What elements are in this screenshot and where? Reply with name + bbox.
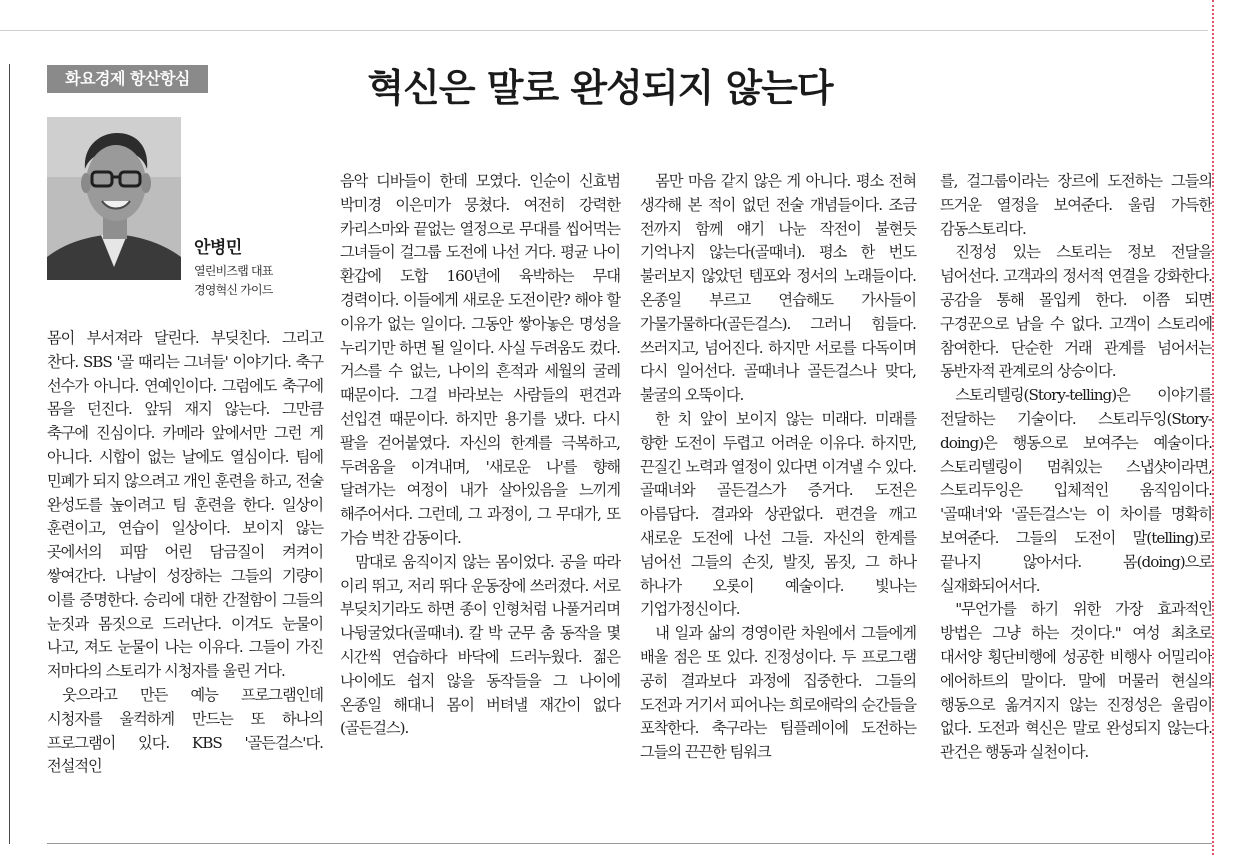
paragraph: 한 치 앞이 보이지 않는 미래다. 미래를 향한 도전이 두렵고 어려운 이유다. 하지만, 끈질긴 노력과 열정이 있다면 이겨낼 수 있다. 골때녀와 골든걸스가 증거다. 도전은 아름답다. 결과와 상관없다. 편견을 깨고 새로운 도전에 나선 그들. 자신의 한계를 넘어선 그들의 손짓, 발짓, 몸짓, 그 하나 하나가 오롯이 예술이다. 빛나는 기업가정신이다. <box>640 409 916 619</box>
bottom-rule <box>47 843 1212 844</box>
page-edge-marker <box>1212 0 1214 855</box>
paragraph: 내 일과 삶의 경영이란 차원에서 그들에게 배울 점은 또 있다. 진정성이다. 두 프로그램 공히 결과보다 과정에 집중한다. 그들의 도전과 거기서 피어나는 희로애락의 순간들을 포착한다. 축구라는 팀플레이에 도전하는 그들의 끈끈한 팀워크 <box>640 624 916 762</box>
paragraph: 웃으라고 만든 예능 프로그램인데 시청자를 울컥하게 만드는 또 하나의 프로그램이 있다. KBS '골든걸스'다. 전설적인 <box>47 685 323 776</box>
paragraph: 진정성 있는 스토리는 정보 전달을 넘어선다. 고객과의 정서적 연결을 강화한다. 공감을 통해 몰입케 한다. 이쯤 되면 구경꾼으로 남을 수 없다. 고객이 스토리에 참여한다. 단순한 거래 관계를 넘어서는 동반자적 관계로의 상승이다. <box>940 243 1212 381</box>
body-column-4 <box>940 170 1212 840</box>
top-rule <box>0 30 1208 31</box>
author-title-line2: 경영혁신 가이드 <box>194 283 273 297</box>
headline: 혁신은 말로 완성되지 않는다 <box>367 65 833 110</box>
author-name: 안병민 <box>194 238 242 258</box>
author-photo <box>47 117 181 280</box>
body-column-2 <box>340 170 620 840</box>
paragraph: 몸만 마음 같지 않은 게 아니다. 평소 전혀 생각해 본 적이 없던 전술 개념들이다. 조금 전까지 함께 얘기 나눈 작전이 불현듯 기억나지 않는다(골때녀). 평소 한 번도 불러보지 않았던 템포와 정서의 노래들이다. 온종일 부르고 연습해도 가사들이 가물가물하다(골든걸스). 그러니 힘들다. 쓰러지고, 넘어진다. 하지만 서로를 다독이며 다시 일어선다. 골때녀나 골든걸스나 맞다, 불굴의 오뚝이다. <box>640 172 916 405</box>
left-margin-rule <box>9 64 10 844</box>
paragraph: 스토리텔링(Story-telling)은 이야기를 전달하는 기술이다. 스토리두잉(Story-doing)은 행동으로 보여주는 예술이다. 스토리텔링이 멈춰있는 스냅샷이라면, 스토리두잉은 입체적인 움직임이다. '골때녀'와 '골든걸스'는 이 차이를 명확히 보여준다. 그들의 도전이 말(telling)로 끝나지 않아서다. 몸(doing)으로 실재화되어서다. <box>940 386 1212 595</box>
paragraph: 음악 디바들이 한데 모였다. 인순이 신효범 박미경 이은미가 뭉쳤다. 여전히 강력한 카리스마와 끝없는 열정으로 무대를 씹어먹는 그녀들이 걸그룹 도전에 나선 거다. 평균 나이 환갑에 도합 160년에 육박하는 무대 경력이다. 이들에게 새로운 도전이란? 해야 할 이유가 없는 일이다. 그동안 쌓아놓은 명성을 누리기만 하면 될 일이다. 사실 두려움도 컸다. 거스를 수 없는, 나이의 흔적과 세월의 굴레 때문이다. 그걸 바라보는 사람들의 편견과 선입견 때문이다. 하지만 용기를 냈다. 다시 팔을 걷어붙였다. 자신의 한계를 극복하고, 두려움을 이겨내며, '새로운 나'를 향해 달려가는 여정이 내가 살아있음을 느끼게 해주어서다. 그런데, 그 과정이, 그 무대가, 또 가슴 벅찬 감동이다. <box>340 172 620 547</box>
body-column-3 <box>640 170 916 840</box>
section-tag: 화요경제 항산항심 <box>47 65 208 93</box>
author-title-line1: 열린비즈랩 대표 <box>194 264 273 278</box>
paragraph: 몸이 부서져라 달린다. 부딪친다. 그리고 찬다. SBS '골 때리는 그녀들' 이야기다. 축구 선수가 아니다. 연예인이다. 그럼에도 축구에 몸을 던진다. 앞뒤 재지 않는다. 그만큼 축구에 진심이다. 카메라 앞에서만 그런 게 아니다. 시합이 없는 날에도 열심이다. 팀에 민폐가 되지 않으려고 개인 훈련을 하고, 전술 완성도를 높이려고 팀 훈련을 한다. 일상이 훈련이고, 연습이 일상이다. 보이지 않는 곳에서의 피땀 어린 담금질이 켜켜이 쌓여간다. 나날이 성장하는 그들의 기량이 이를 증명한다. 승리에 대한 간절함이 그들의 눈짓과 몸짓으로 드러난다. 이겨도 눈물이 나고, 져도 눈물이 나는 이유다. 그들이 가진 저마다의 스토리가 시청자를 울린 거다. <box>47 329 323 681</box>
paragraph: "무언가를 하기 위한 가장 효과적인 방법은 그냥 하는 것이다." 여성 최초로 대서양 횡단비행에 성공한 비행사 어밀리아 에어하트의 말이다. 말에 머물러 현실의 행동으로 옮겨지지 않는 진정성은 울림이 없다. 도전과 혁신은 말로 완성되지 않는다. 관건은 행동과 실천이다. <box>940 600 1212 762</box>
paragraph: 맘대로 움직이지 않는 몸이었다. 공을 따라 이리 뛰고, 저리 뛰다 운동장에 쓰러졌다. 서로 부딪치기라도 하면 종이 인형처럼 나풀거리며 나뒹굴었다(골때녀). 칼 박 군무 춤 동작을 몇 시간씩 연습하다 바닥에 드러누웠다. 젊은 나이에도 쉽지 않을 동작들을 그 나이에 온종일 해대니 몸이 버텨낼 재간이 없다(골든걸스). <box>340 552 620 738</box>
body-column-1 <box>47 327 323 839</box>
paragraph: 를, 걸그룹이라는 장르에 도전하는 그들의 뜨거운 열정을 보여준다. 울림 가득한 감동스토리다. <box>940 172 1212 238</box>
